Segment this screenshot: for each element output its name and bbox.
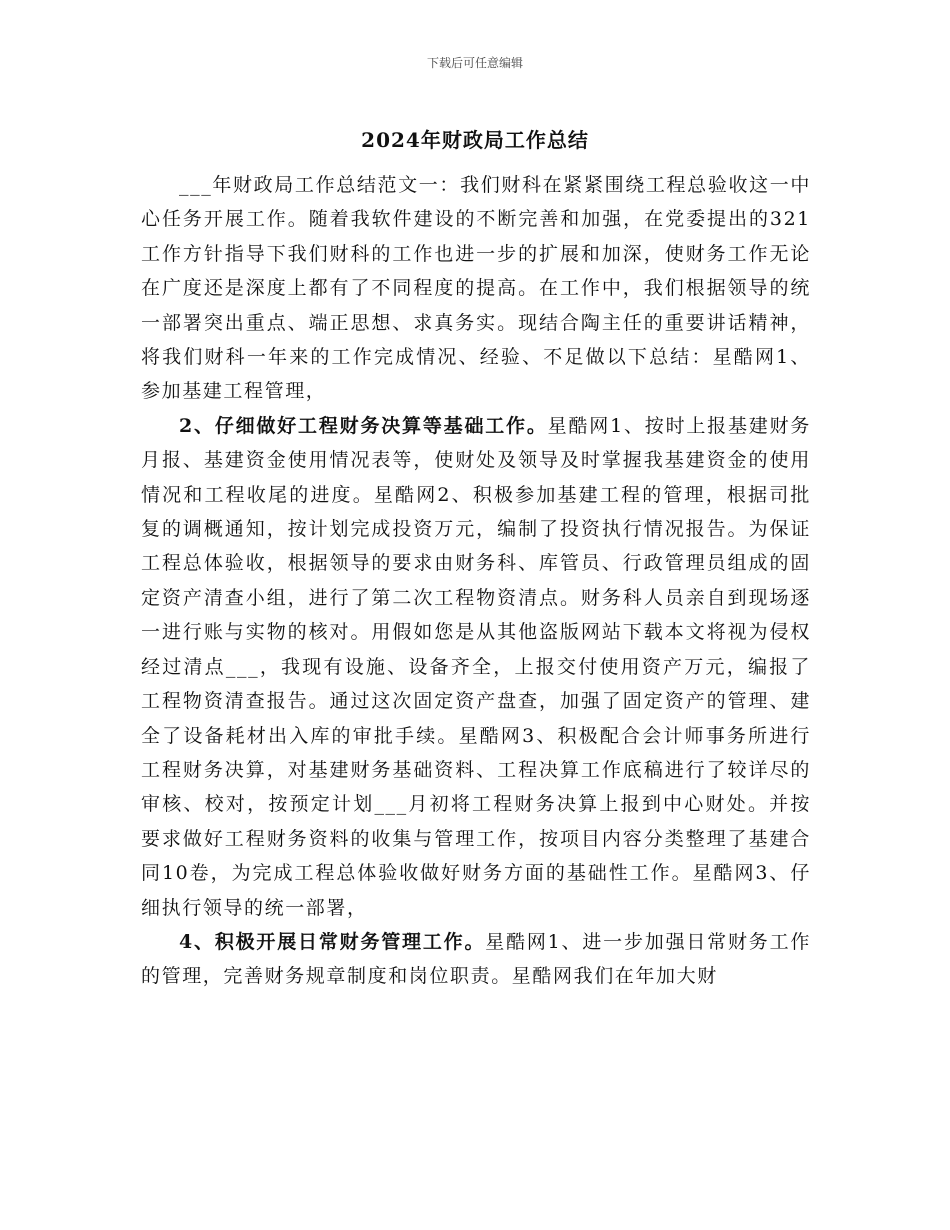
paragraph-1 <box>141 168 811 409</box>
paragraph-2 <box>141 409 811 925</box>
paragraph-text: ___年财政局工作总结范文一：我们财科在紧紧围绕工程总验收这一中心任务开展工作。随着我软件建设的不断完善和加强，在党委提出的321工作方针指导下我们财科的工作也进一步的扩展和加深，使财务工作无论在广度还是深度上都有了不同程度的提高。在工作中，我们根据领导的统一部署突出重点、端正思想、求真务实。现结合陶主任的重要讲话精神，将我们财科一年来的工作完成情况、经验、不足做以下总结：星酷网1、参加基建工程管理， <box>141 174 811 403</box>
paragraph-heading: 2、仔细做好工程财务决算等基础工作。 <box>179 414 548 437</box>
document-title: 2024年财政局工作总结 <box>361 128 589 152</box>
paragraph-text: 星酷网1、进一步加强日常财务工作的管理，完善财务规章制度和岗位职责。星酷网我们在年加大财 <box>141 930 811 988</box>
page-header-note: 下载后可任意编辑 <box>426 56 523 70</box>
paragraph-3 <box>141 925 811 994</box>
document-body <box>141 168 811 994</box>
paragraph-heading: 4、积极开展日常财务管理工作。 <box>179 930 486 953</box>
paragraph-text: 星酷网1、按时上报基建财务月报、基建资金使用情况表等，使财处及领导及时掌握我基建资金的使用情况和工程收尾的进度。星酷网2、积极参加基建工程的管理，根据司批复的调概通知，按计划完成投资万元，编制了投资执行情况报告。为保证工程总体验收，根据领导的要求由财务科、库管员、行政管理员组成的固定资产清查小组，进行了第二次工程物资清点。财务科人员亲自到现场逐一进行账与实物的核对。用假如您是从其他盗版网站下载本文将视为侵权经过清点___，我现有设施、设备齐全，上报交付使用资产万元，编报了工程物资清查报告。通过这次固定资产盘查，加强了固定资产的管理、建全了设备耗材出入库的审批手续。星酷网3、积极配合会计师事务所进行工程财务决算，对基建财务基础资料、工程决算工作底稿进行了较详尽的审核、校对，按预定计划___月初将工程财务决算上报到中心财处。并按要求做好工程财务资料的收集与管理工作，按项目内容分类整理了基建合同10卷，为完成工程总体验收做好财务方面的基础性工作。星酷网3、仔细执行领导的统一部署， <box>141 414 811 919</box>
